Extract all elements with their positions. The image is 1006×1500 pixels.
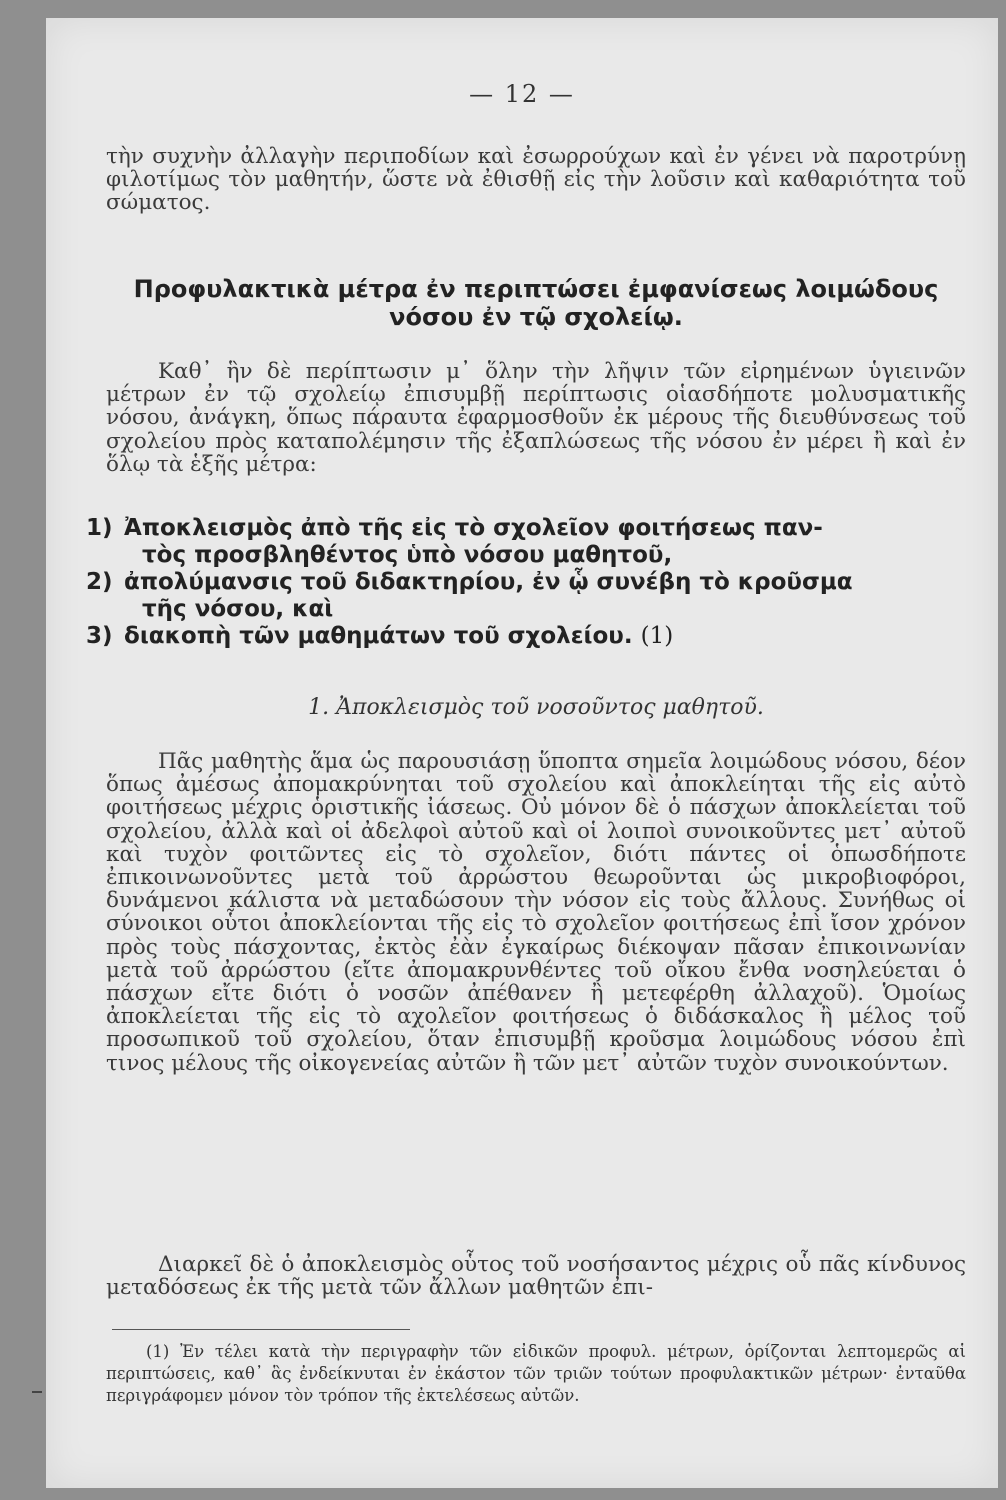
measures-list	[86, 515, 966, 650]
measure-item-1	[86, 515, 966, 569]
paragraph-measures-intro: Καθ᾽ ἣν δὲ περίπτωσιν μ᾽ ὅλην τὴν λῆψιν τῶν εἰρημένων ὑγιεινῶν μέτρων ἐν τῷ σχολείῳ ἐπισυμβῇ περίπτωσις οἱασδήποτε μολυσματικῆς νόσου, ἀνάγκη, ὅπως πάραυτα ἐφαρμοσθοῦν ἐκ μέρους τῆς διευθύνσεως τοῦ σχολείου πρὸς καταπολέμησιν τῆς ἐξαπλώσεως τῆς νόσου ἐν μέρει ἢ καὶ ἐν ὅλῳ τὰ ἑξῆς μέτρα:	[106, 359, 966, 477]
measure-number: 1)	[86, 515, 113, 541]
footnote-reference: (1)	[640, 623, 674, 649]
measure-number: 2)	[86, 569, 113, 595]
margin-mark	[32, 1391, 42, 1393]
body-paragraph-continued: Διαρκεῖ δὲ ὁ ἀποκλεισμὸς οὗτος τοῦ νοσήσαντος μέχρις οὗ πᾶς κίνδυνος μεταδόσεως ἐκ τῆς μετὰ τῶν ἄλλων μαθητῶν ἐπι-	[106, 1252, 966, 1301]
footnote-divider	[112, 1329, 410, 1330]
intro-paragraph: τὴν συχνὴν ἀλλαγὴν περιποδίων καὶ ἐσωρρούχων καὶ ἐν γένει νὰ παροτρύνῃ φιλοτίμως τὸν μαθητήν, ὥστε νὰ ἐθισθῇ εἰς τὴν λοῦσιν καὶ καθαριότητα τοῦ σώματος.	[106, 144, 966, 216]
measure-number: 3)	[86, 623, 113, 649]
measure-text: Ἀποκλεισμὸς ἀπὸ τῆς εἰς τὸ σχολεῖον φοιτήσεως παν-	[124, 515, 823, 541]
measure-text-continued: τὸς προσβληθέντος ὑπὸ νόσου μαθητοῦ,	[142, 542, 673, 568]
footnote-text: (1) Ἐν τέλει κατὰ τὴν περιγραφὴν τῶν εἰδικῶν προφυλ. μέτρων, ὁρίζονται λεπτομερῶς αἱ περιπτώσεις, καθ᾽ ἃς ἐνδείκνυται ἐν ἑκάστον τῶν τριῶν τούτων προφυλακτικῶν μέτρων· ἐνταῦθα περιγράφομεν μόνον τὸν τρόπον τῆς ἐκτελέσεως αὐτῶν.	[106, 1342, 966, 1405]
measure-item-3	[86, 623, 966, 650]
measure-text: διακοπὴ τῶν μαθημάτων τοῦ σχολείου.	[124, 623, 633, 649]
book-page	[46, 18, 998, 1488]
measure-text-continued: τῆς νόσου, καὶ	[142, 596, 334, 622]
body-paragraph: Πᾶς μαθητὴς ἅμα ὡς παρουσιάσῃ ὕποπτα σημεῖα λοιμώδους νόσου, δέον ὅπως ἀμέσως ἀπομακρύνηται τοῦ σχολείου καὶ ἀποκλείηται τῆς εἰς αὐτὸ φοιτήσεως μέχρις ὁριστικῆς ἰάσεως. Οὐ μόνον δὲ ὁ πάσχων ἀποκλείεται τοῦ σχολείου, ἀλλὰ καὶ οἱ ἀδελφοὶ αὐτοῦ καὶ οἱ λοιποὶ συνοικοῦντες μετ᾽ αὐτοῦ καὶ τυχὸν φοιτῶντες εἰς τὸ σχολεῖον, διότι πάντες οἱ ὁπωσδήποτε ἐπικοινωνοῦντες μετὰ τοῦ ἀρρώστου θεωροῦνται ὡς μικροβιοφόροι, δυνάμενοι κάλιστα νὰ μεταδώσουν τὴν νόσον εἰς τοὺς ἄλλους. Συνήθως οἱ σύνοικοι οὗτοι ἀποκλείονται τῆς εἰς τὸ σχολεῖον φοιτήσεως ἐπὶ ἴσον χρόνον πρὸς τοὺς πάσχοντας, ἐκτὸς ἐὰν ἐγκαίρως διέκοψαν πᾶσαν ἐπικοινωνίαν μετὰ τοῦ ἀρρώστου (εἴτε ἀπομακρυνθέντες τοῦ οἴκου ἔνθα νοσηλεύεται ὁ πάσχων εἴτε διότι ὁ νοσῶν ἀπέθανεν ἢ μετεφέρθη ἀλλαχοῦ). Ὁμοίως ἀποκλείεται τῆς εἰς τὸ αχολεῖον φοιτήσεως ὁ διδάσκαλος ἢ μέλος τοῦ προσωπικοῦ τοῦ σχολείου, ὅταν ἐπισυμβῇ κροῦσμα λοιμώδους νόσου ἐπὶ τινος μέλους τῆς οἰκογενείας αὐτῶν ἢ τῶν μετ᾽ αὐτῶν τυχὸν συνοικούντων.	[106, 749, 966, 1076]
section-heading: Προφυλακτικὰ μέτρα ἐν περιπτώσει ἐμφανίσεως λοιμώδους νόσου ἐν τῷ σχολείῳ.	[133, 275, 939, 331]
subsection-heading: 1. Ἀποκλεισμὸς τοῦ νοσοῦντος μαθητοῦ.	[308, 695, 764, 720]
measure-text: ἀπολύμανσις τοῦ διδακτηρίου, ἐν ᾧ συνέβη τὸ κροῦσμα	[124, 569, 853, 595]
measure-item-2	[86, 569, 966, 623]
footnote	[106, 1341, 966, 1407]
page-number: — 12 —	[469, 80, 575, 108]
